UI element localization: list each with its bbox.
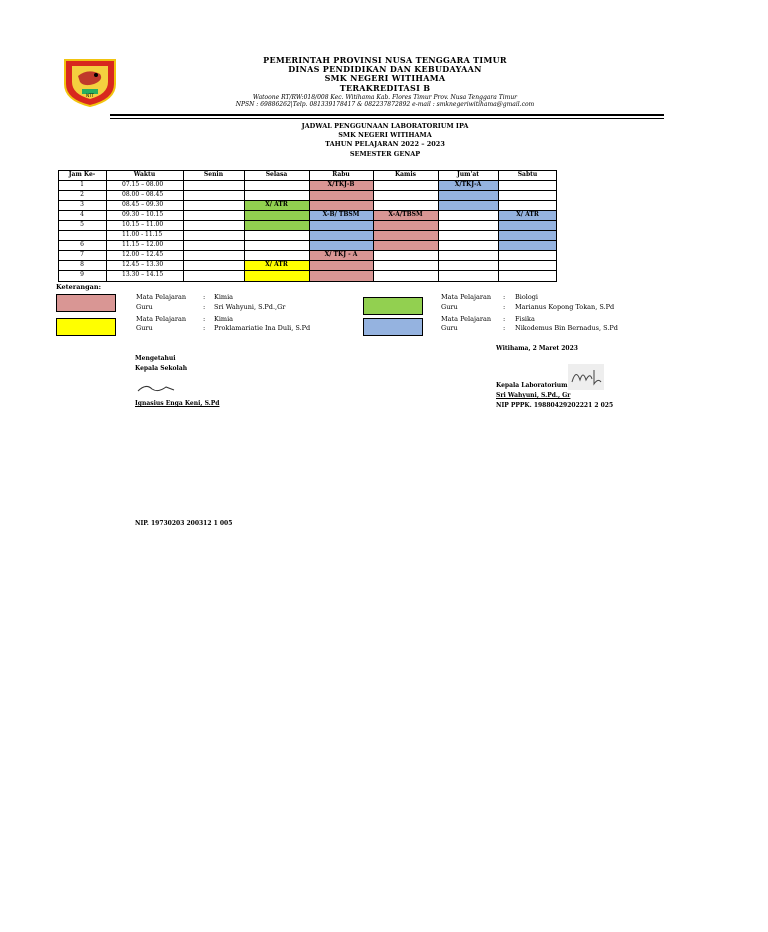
row-waktu: 12.45 – 13.30: [122, 261, 164, 268]
lab-head-signature-image: [568, 364, 604, 394]
legend-colon: :: [503, 293, 506, 301]
letterhead-rule-thin: [110, 118, 664, 119]
doc-subtitle-school: SMK NEGERI WITIHAMA: [338, 131, 432, 139]
grid-line: [58, 170, 59, 282]
grid-line: [498, 170, 499, 282]
letterhead-department: DINAS PENDIDIKAN DAN KEBUDAYAAN: [288, 64, 482, 74]
grid-line: [58, 260, 557, 261]
block-label: X/ ATR: [265, 261, 288, 268]
grid-line: [58, 270, 557, 271]
header-senin: Senin: [203, 171, 224, 178]
letterhead-rule-thick: [110, 114, 664, 116]
grid-line: [244, 170, 245, 282]
grid-line: [58, 200, 557, 201]
legend-colon: :: [203, 293, 206, 301]
doc-subtitle-year: TAHUN PELAJARAN 2022 – 2023: [325, 140, 445, 148]
row-jam: 9: [80, 271, 84, 278]
legend-swatch-kimia-sri: [56, 294, 116, 312]
block-label: X/ TKJ - A: [324, 251, 358, 258]
legend-subject: Fisika: [515, 315, 535, 323]
legend-teacher-label: Guru: [441, 324, 458, 332]
legend-teacher-label: Guru: [136, 303, 153, 311]
provincial-coat-of-arms-logo: [60, 54, 120, 108]
letterhead-contact: NPSN : 69886262|Telp. 081339178417 & 082237872892 e-mail : smknegeriwitihama@gmail.com: [235, 101, 535, 108]
legend-colon: :: [503, 315, 506, 323]
doc-title: JADWAL PENGGUNAAN LABORATORIUM IPA: [301, 122, 469, 130]
header-selasa: Selasa: [265, 171, 288, 178]
grid-line: [106, 170, 107, 282]
doc-subtitle-semester: SEMESTER GENAP: [349, 150, 421, 158]
grid-line: [58, 230, 557, 231]
row-waktu: 08.45 – 09.30: [122, 201, 164, 208]
row-jam: 4: [80, 211, 84, 218]
legend-teacher: Marianus Kopong Tokan, S.Pd: [515, 303, 615, 311]
block-label: X-A/TBSM: [388, 211, 423, 218]
legend-title: Keterangan:: [56, 283, 102, 291]
legend-teacher: Nikodemus Bin Bernadus, S.Pd: [515, 324, 618, 332]
block-label: X/TKJ-A: [454, 181, 482, 188]
legend-subject-label: Mata Pelajaran: [136, 293, 187, 301]
block-selasa-atr: [244, 200, 309, 230]
block-jumat-tkj-a: [438, 180, 498, 210]
grid-line: [556, 170, 557, 282]
legend-subject: Biologi: [515, 293, 539, 301]
grid-line: [58, 180, 557, 181]
header-sabtu: Sabtu: [517, 171, 538, 178]
legend-teacher-label: Guru: [441, 303, 458, 311]
legend-colon: :: [503, 324, 506, 332]
legend-subject: Kimia: [214, 293, 234, 301]
principal-nip: NIP. 19730203 200312 1 005: [135, 520, 233, 527]
row-waktu-break: 11.00 - 11.15: [122, 231, 163, 238]
grid-line: [58, 210, 557, 211]
block-label: X/TKJ-B: [327, 181, 355, 188]
row-jam: 8: [80, 261, 84, 268]
legend-subject: Kimia: [214, 315, 234, 323]
lab-head-nip: NIP PPPK. 19880429202221 2 025: [496, 402, 614, 409]
legend-teacher: Proklamariatie Ina Duli, S.Pd: [214, 324, 311, 332]
row-waktu: 07.15 – 08.00: [122, 181, 164, 188]
left-sign-known: Mengetahui: [135, 355, 176, 362]
letterhead-government: PEMERINTAH PROVINSI NUSA TENGGARA TIMUR: [263, 55, 507, 65]
row-jam: 7: [80, 251, 84, 258]
grid-line: [183, 170, 184, 282]
row-waktu: 08.00 – 08.45: [122, 191, 164, 198]
row-jam: 6: [80, 241, 84, 248]
lab-schedule-table: [58, 170, 557, 282]
legend-colon: :: [503, 303, 506, 311]
legend-colon: :: [203, 324, 206, 332]
legend-teacher-label: Guru: [136, 324, 153, 332]
legend-subject-label: Mata Pelajaran: [441, 293, 492, 301]
legend-swatch-fisika: [363, 318, 423, 336]
letterhead-school: SMK NEGERI WITIHAMA: [324, 73, 446, 83]
header-jumat: Jum'at: [456, 171, 480, 178]
block-selasa-atr-siang: [244, 260, 309, 282]
block-label: X/ ATR: [516, 211, 539, 218]
grid-line: [373, 170, 374, 282]
block-label: X-B/ TBSM: [322, 211, 360, 218]
principal-signature-scribble: [136, 380, 176, 399]
header-waktu: Waktu: [133, 171, 156, 178]
legend-subject-label: Mata Pelajaran: [441, 315, 492, 323]
logo-text: NTT: [86, 93, 94, 98]
grid-line: [58, 281, 557, 282]
grid-line: [309, 170, 310, 282]
letterhead-address: Watoone RT/RW:018/008 Kec. Witihama Kab. Flores Timur Prov. Nusa Tenggara Timur: [252, 94, 518, 101]
header-rabu: Rabu: [332, 171, 350, 178]
row-waktu: 13.30 – 14.15: [122, 271, 164, 278]
row-waktu: 11.15 – 12.00: [122, 241, 164, 248]
row-waktu: 10.15 – 11.00: [122, 221, 164, 228]
legend-subject-label: Mata Pelajaran: [136, 315, 187, 323]
row-waktu: 12.00 – 12.45: [122, 251, 164, 258]
grid-line: [58, 170, 557, 171]
legend-swatch-kimia-proklamariatie: [56, 318, 116, 336]
grid-line: [58, 250, 557, 251]
legend-colon: :: [203, 303, 206, 311]
grid-line: [58, 220, 557, 221]
block-label: X/ ATR: [265, 201, 288, 208]
row-jam: 5: [80, 221, 84, 228]
header-jam: Jam Ke-: [68, 171, 96, 178]
block-rabu-tkj-b: [309, 180, 373, 210]
right-sign-role: Kepala Laboratorium: [496, 382, 568, 389]
row-jam: 1: [80, 181, 84, 188]
row-waktu: 09.30 – 10.15: [122, 211, 164, 218]
legend-swatch-biologi: [363, 297, 423, 315]
letterhead-accreditation: TERAKREDITASI B: [339, 83, 431, 93]
grid-line: [438, 170, 439, 282]
grid-line: [58, 190, 557, 191]
row-jam: 2: [80, 191, 84, 198]
lab-head-name: Sri Wahyuni, S.Pd., Gr: [496, 392, 571, 399]
legend-colon: :: [203, 315, 206, 323]
place-date: Witihama, 2 Maret 2023: [496, 345, 578, 352]
left-sign-role: Kepala Sekolah: [135, 365, 188, 372]
legend-teacher: Sri Wahyuni, S.Pd.,Gr: [214, 303, 286, 311]
grid-line: [58, 240, 557, 241]
row-jam: 3: [80, 201, 84, 208]
block-rabu-tkj-a: [309, 250, 373, 282]
row-jam: [58, 230, 106, 240]
principal-name: Ignasius Enga Keni, S.Pd: [135, 400, 220, 407]
header-kamis: Kamis: [394, 171, 417, 178]
